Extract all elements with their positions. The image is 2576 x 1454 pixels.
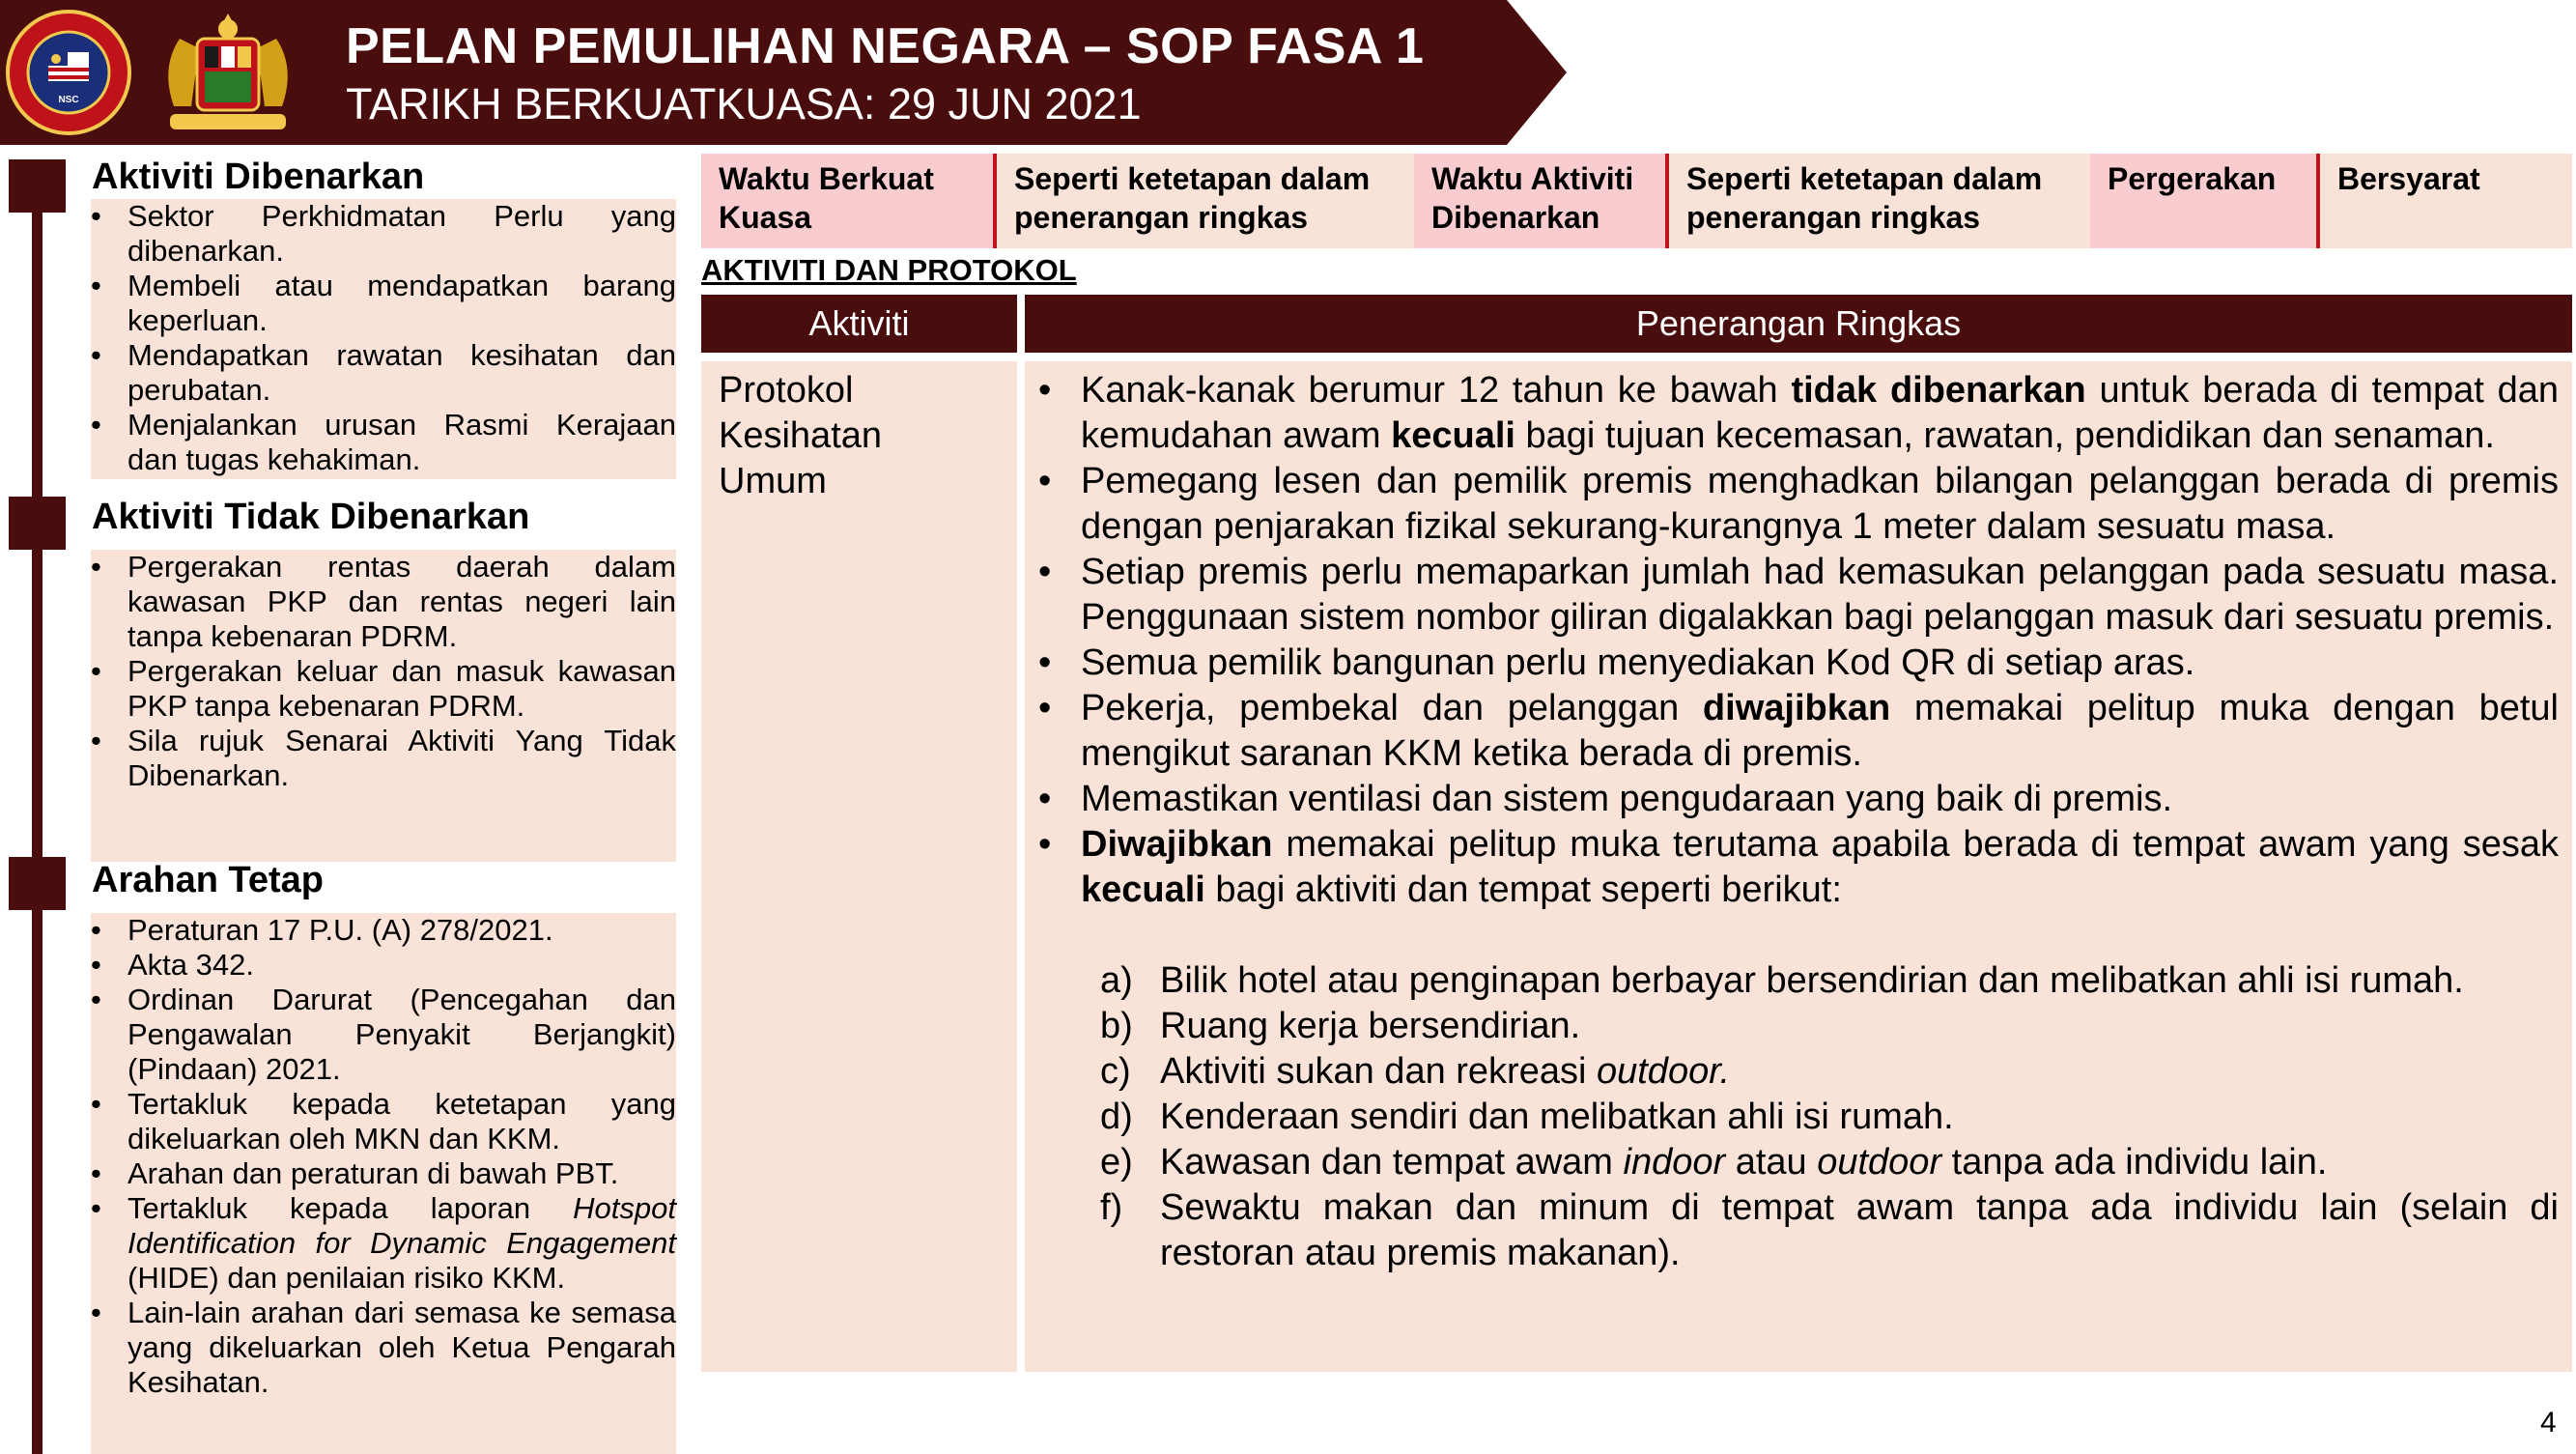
bold-text: tidak dibenarkan [1791, 370, 2086, 411]
exception-label: d) [1100, 1097, 1133, 1137]
column-header-activity: Aktiviti [701, 295, 1017, 353]
directive-item: • Arahan dan peraturan di bawah PBT. [91, 1156, 676, 1191]
protocol-item: • Pekerja, pembekal dan pelanggan diwajibkan memakai pelitup muka dengan betul mengikut saranan KKM ketika berada di premis. [1034, 686, 2559, 777]
timeline-marker [9, 857, 66, 910]
bold-text: diwajibkan [1702, 688, 1891, 728]
directives-list [91, 913, 676, 1400]
allowed-item: • Membeli atau mendapatkan barang keperluan. [91, 269, 676, 338]
directive-item: • Ordinan Darurat (Pencegahan dan Pengawalan Penyakit Berjangkit) (Pindaan) 2021. [91, 983, 676, 1087]
exception-item: a) Bilik hotel atau penginapan berbayar bersendirian dan melibatkan ahli isi rumah. [1034, 958, 2559, 1004]
allowed-list [91, 199, 676, 477]
directives-box [91, 913, 676, 1454]
protocol-list [1034, 368, 2559, 913]
protocol-item: • Pemegang lesen dan pemilik premis menghadkan bilangan pelanggan berada di premis dengan penjarakan fizikal sekurang-kurangnya 1 meter dalam sesuatu masa. [1034, 459, 2559, 550]
bold-text: kecuali [1391, 415, 1515, 456]
column-header-description: Penerangan Ringkas [1025, 295, 2572, 353]
allowed-item: • Sektor Perkhidmatan Perlu yang dibenarkan. [91, 199, 676, 269]
not-allowed-item: • Pergerakan keluar dan masuk kawasan PKP tanpa kebenaran PDRM. [91, 654, 676, 724]
timeline-marker [9, 497, 66, 550]
italic-text: outdoor [1817, 1142, 1942, 1183]
page-number: 4 [2540, 1407, 2557, 1439]
exception-item: d) Kenderaan sendiri dan melibatkan ahli isi rumah. [1034, 1095, 2559, 1140]
not-allowed-item: • Pergerakan rentas daerah dalam kawasan PKP dan rentas negeri lain tanpa kebenaran PDRM. [91, 550, 676, 654]
bold-text: kecuali [1081, 870, 1205, 910]
directive-item: • Akta 342. [91, 948, 676, 983]
exception-label: e) [1100, 1142, 1133, 1183]
exception-label: a) [1100, 960, 1133, 1001]
directive-item: • Tertakluk kepada laporan Hotspot Identification for Dynamic Engagement (HIDE) dan penilaian risiko KKM. [91, 1191, 676, 1296]
italic-text: indoor [1623, 1142, 1726, 1183]
activity-time-label: Waktu Aktiviti Dibenarkan [1414, 154, 1665, 248]
movement-value: Bersyarat [2320, 154, 2572, 248]
directive-item: • Tertakluk kepada ketetapan yang dikeluarkan oleh MKN dan KKM. [91, 1087, 676, 1156]
activity-time-value: Seperti ketetapan dalam penerangan ringkas [1669, 154, 2090, 248]
not-allowed-box [91, 550, 676, 862]
allowed-item: • Menjalankan urusan Rasmi Kerajaan dan tugas kehakiman. [91, 408, 676, 477]
italic-text: outdoor. [1596, 1051, 1731, 1092]
exception-list [1034, 958, 2559, 1276]
effective-date: TARIKH BERKUATKUASA: 29 JUN 2021 [346, 79, 1142, 128]
exception-label: f) [1100, 1187, 1123, 1228]
coat-of-arms-icon [141, 10, 315, 137]
nsc-logo-icon [6, 6, 131, 139]
exception-item: f) Sewaktu makan dan minum di tempat awam tanpa ada individu lain (selain di restoran atau premis makanan). [1100, 1187, 2559, 1273]
timeline-line [32, 159, 42, 1454]
movement-label: Pergerakan [2090, 154, 2316, 248]
exception-item: b) Ruang kerja bersendirian. [1034, 1004, 2559, 1049]
timeline-marker [9, 159, 66, 213]
protocol-item: • Semua pemilik bangunan perlu menyediakan Kod QR di setiap aras. [1034, 641, 2559, 686]
directive-emphasis: Hotspot Identification for Dynamic Engagement [127, 1191, 676, 1260]
protocol-item: • Kanak-kanak berumur 12 tahun ke bawah tidak dibenarkan untuk berada di tempat dan kemudahan awam kecuali bagi tujuan kecemasan, rawatan, pendidikan dan senaman. [1034, 368, 2559, 459]
allowed-item: • Mendapatkan rawatan kesihatan dan perubatan. [91, 338, 676, 408]
protocol-item: • Diwajibkan memakai pelitup muka terutama apabila berada di tempat awam yang sesak kecuali bagi aktiviti dan tempat seperti berikut: [1034, 822, 2559, 913]
exception-label: c) [1100, 1051, 1131, 1092]
allowed-heading: Aktiviti Dibenarkan [92, 157, 425, 197]
description-cell [1025, 361, 2572, 1372]
exception-item: e) Kawasan dan tempat awam indoor atau outdoor tanpa ada individu lain. [1034, 1140, 2559, 1185]
page-title: PELAN PEMULIHAN NEGARA – SOP FASA 1 [346, 18, 1425, 74]
exception-label: b) [1100, 1006, 1133, 1046]
effective-time-label: Waktu Berkuat Kuasa [701, 154, 993, 248]
section-title: AKTIVITI DAN PROTOKOL [701, 253, 1077, 287]
activity-cell: Protokol Kesihatan Umum [701, 361, 1017, 1372]
directives-heading: Arahan Tetap [92, 860, 325, 900]
bold-text: Diwajibkan [1081, 824, 1273, 865]
effective-time-value: Seperti ketetapan dalam penerangan ringkas [997, 154, 1414, 248]
protocol-item: • Memastikan ventilasi dan sistem pengudaraan yang baik di premis. [1034, 777, 2559, 822]
protocol-item: • Setiap premis perlu memaparkan jumlah had kemasukan pelanggan pada sesuatu masa. Penggunaan sistem nombor giliran digalakkan bagi pelanggan masuk dari sesuatu premis. [1034, 550, 2559, 641]
spacer [1034, 913, 2559, 958]
header-banner [0, 0, 1567, 145]
exception-item: c) Aktiviti sukan dan rekreasi outdoor. [1034, 1049, 2559, 1095]
svg-text:NSC: NSC [58, 95, 79, 105]
not-allowed-list [91, 550, 676, 793]
allowed-box [91, 199, 676, 479]
not-allowed-heading: Aktiviti Tidak Dibenarkan [92, 497, 530, 537]
directive-item: • Peraturan 17 P.U. (A) 278/2021. [91, 913, 676, 948]
not-allowed-item: • Sila rujuk Senarai Aktiviti Yang Tidak Dibenarkan. [91, 724, 676, 793]
directive-item: • Lain-lain arahan dari semasa ke semasa yang dikeluarkan oleh Ketua Pengarah Kesihatan. [91, 1296, 676, 1400]
